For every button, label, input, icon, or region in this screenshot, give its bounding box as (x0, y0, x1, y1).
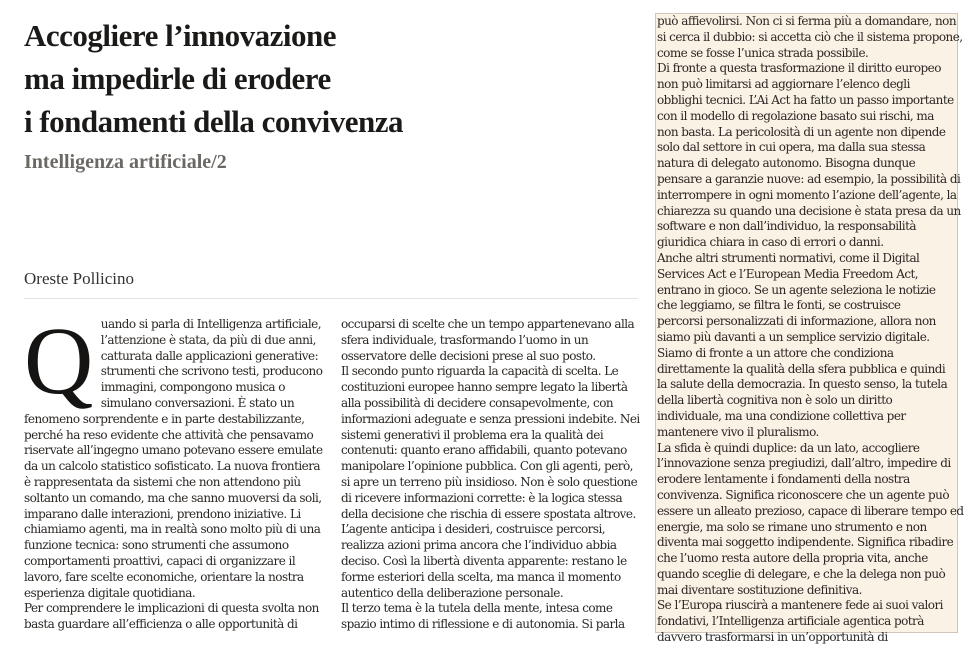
paragraph (657, 251, 957, 441)
text-line: realizza azioni prima ancora che l’individuo abbia (341, 538, 617, 553)
text-line: pensare a garanzie nuove: ad esempio, la possibilità di (657, 171, 961, 186)
text-line: Il terzo tema è la tutela della mente, intesa come (341, 601, 613, 616)
text-line: l’innovazione senza pregiudizi, dall’altro, impedire di (657, 456, 951, 471)
text-line: Per comprendere le implicazioni di questa svolta non (24, 601, 319, 616)
text-line: costituzioni europee hanno sempre legato la libertà (341, 380, 628, 395)
text-line: si apre un terreno più insidioso. Non è solo questione (341, 474, 638, 489)
text-line: sistemi generativi il problema era la qualità dei (341, 427, 604, 442)
text-column-2 (341, 317, 641, 633)
text-line: spazio intimo di riflessione e di autonomia. Si parla (341, 617, 625, 632)
text-line: alla possibilità di decidere consapevolmente, con (341, 395, 614, 410)
text-line: la salute della democrazia. In questo senso, la tutela (657, 377, 948, 392)
text-line: l’attenzione è stata, da più di due anni, (100, 332, 316, 347)
text-line: della decisione che rischia di essere spostata altrove. (341, 506, 636, 521)
text-line: software e non dall’individuo, la responsabilità (657, 219, 916, 234)
byline-divider (24, 298, 638, 299)
text-line: perché ha reso evidente che attività che pensavamo (24, 427, 314, 442)
text-line: imparano dalle interazioni, prendono iniziative. Li (24, 506, 301, 521)
text-line: energie, ma solo se rimane uno strumento e non (657, 519, 927, 534)
article-section-subhead: Intelligenza artificiale/2 (24, 151, 227, 173)
text-line: essere un alleato prezioso, capace di liberare tempo ed (657, 503, 964, 518)
text-column-1 (24, 307, 324, 633)
paragraph (657, 14, 963, 61)
paragraph (341, 317, 641, 364)
text-line: riservate all’ingegno umano potevano essere emulate (24, 443, 323, 458)
text-line: deciso. Così la libertà diventa apparente: restano le (341, 553, 627, 568)
text-line: comportamenti proattivi, capaci di organizzare il (24, 553, 296, 568)
paragraph (24, 307, 324, 601)
text-line: autentico della deliberazione personale. (341, 585, 564, 600)
paragraph (657, 598, 957, 645)
text-line: immagini, compongono musica o (100, 380, 285, 395)
text-line: come se fosse l’unica strada possibile. (657, 45, 869, 60)
headline-line: ma impedirle di erodere (24, 61, 331, 96)
text-line: funzione tecnica: sono strumenti che assumono (24, 538, 289, 553)
paragraph (341, 364, 641, 601)
headline-line: i fondamenti della convivenza (24, 104, 404, 139)
text-line: fondativi, l’Intelligenza artificiale agentica potrà (657, 614, 924, 629)
text-line: davvero trasformarsi in un’opportunità di (657, 630, 888, 645)
text-line: obblighi tecnici. L’Ai Act ha fatto un passo importante (657, 92, 954, 107)
text-line: informazioni adeguate e senza pressioni indebite. Nei (341, 411, 640, 426)
text-line: Anche altri strumenti normativi, come il Digital (657, 250, 920, 265)
text-line: della libertà cognitiva non è solo un diritto (657, 393, 893, 408)
text-line: La sfida è quindi duplice: da un lato, accogliere (657, 440, 920, 455)
text-line: erodere lentamente i fondamenti della nostra (657, 472, 910, 487)
text-line: lavoro, fare scelte economiche, orientare la nostra (24, 569, 304, 584)
text-line: può affievolirsi. Non ci si ferma più a domandare, non (657, 14, 957, 28)
text-line: uando si parla di Intelligenza artificiale, (100, 317, 321, 331)
text-line: contenuti: quanto erano affidabili, quanto potevano (341, 443, 627, 458)
text-line: direttamente la qualità della sfera pubblica e quindi (657, 361, 946, 376)
text-line: Services Act e l’European Media Freedom Act, (657, 266, 919, 281)
text-line: chiarezza su quando una decisione è stata presa da un (657, 203, 961, 218)
text-line: L’agente anticipa i desideri, costruisce percorsi, (341, 522, 606, 537)
author-byline: Oreste Pollicino (24, 269, 135, 288)
text-line: soltanto un comando, ma che sanno muoversi da soli, (24, 490, 322, 505)
text-column-3 (655, 13, 964, 645)
text-line: basta guardare all’efficienza o alle opportunità di (24, 617, 298, 632)
text-line: individuale, ma una condizione collettiva per (657, 408, 906, 423)
text-line: che leggiamo, se filtra le fonti, se costruisce (657, 298, 901, 313)
text-line: occuparsi di scelte che un tempo appartenevano alla (341, 317, 635, 331)
text-line: diventa mai soggetto indipendente. Significa ribadire (657, 535, 954, 550)
text-line: mantenere vivo il pluralismo. (657, 424, 819, 439)
drop-cap: Q (24, 307, 93, 414)
text-line: siamo più davanti a un semplice servizio digitale. (657, 329, 930, 344)
text-line: chiamiamo agenti, ma in realtà sono molto più di una (24, 522, 321, 537)
text-line: di ricevere informazioni corrette: è la logica stessa (341, 490, 623, 505)
paragraph (657, 440, 964, 599)
text-line: solo dal settore in cui opera, ma dalla sua stessa (657, 140, 926, 155)
text-line: natura di delegato autonomo. Bisogna dunque (657, 156, 916, 171)
paragraph (341, 601, 641, 633)
text-line: giuridica chiara in caso di errori o danni. (657, 235, 884, 250)
paragraph (657, 61, 961, 251)
text-line: Il secondo punto riguarda la capacità di scelta. Le (341, 364, 619, 379)
text-line: Di fronte a questa trasformazione il diritto europeo (657, 61, 941, 76)
article-headline (24, 14, 624, 143)
text-line: con il modello di regolazione basato sui rischi, ma (657, 108, 934, 123)
text-line: entrano in gioco. Se un agente seleziona le notizie (657, 282, 936, 297)
text-line: quando sceglie di delegare, e che la delega non può (657, 566, 946, 581)
text-line: percorsi personalizzati di informazione, allora non (657, 314, 936, 329)
text-line: Siamo di fronte a un attore che condiziona (657, 345, 894, 360)
headline-line: Accogliere l’innovazione (24, 18, 337, 53)
text-line: non basta. La pericolosità di un agente non dipende (657, 124, 946, 139)
text-line: sfera individuale, trasformando l’uomo in un (341, 332, 589, 347)
text-line: da un calcolo statistico sofisticato. La nuova frontiera (24, 459, 321, 474)
text-line: esperienza digitale quotidiana. (24, 585, 196, 600)
text-line: mai diventare sostituzione definitiva. (657, 582, 862, 597)
text-line: catturata dalle applicazioni generative: (100, 348, 319, 363)
text-line: si cerca il dubbio: si accetta ciò che il sistema propone, (657, 29, 963, 44)
text-line: manipolare l’opinione pubblica. Con gli agenti, però, (341, 459, 633, 474)
text-line: forme esteriori della scelta, ma manca il momento (341, 569, 621, 584)
text-line: che l’uomo resta autore della propria vita, anche (657, 551, 928, 566)
text-line: strumenti che scrivono testi, producono (100, 364, 323, 379)
text-line: fenomeno sorprendente e in parte destabilizzante, (24, 411, 305, 426)
text-line: non può limitarsi ad aggiornare l’elenco degli (657, 77, 910, 92)
text-line: convivenza. Significa riconoscere che un agente può (657, 487, 950, 502)
text-line: Se l’Europa riuscirà a mantenere fede ai suoi valori (657, 598, 943, 613)
text-line: interrompere in ogni momento l’azione dell’agente, la (657, 187, 957, 202)
text-line: simulano conversazioni. È stato un (100, 395, 295, 410)
paragraph (24, 601, 324, 633)
text-line: è rappresentata da sistemi che non attendono più (24, 474, 301, 489)
text-line: osservatore delle decisioni prese al suo posto. (341, 348, 596, 363)
